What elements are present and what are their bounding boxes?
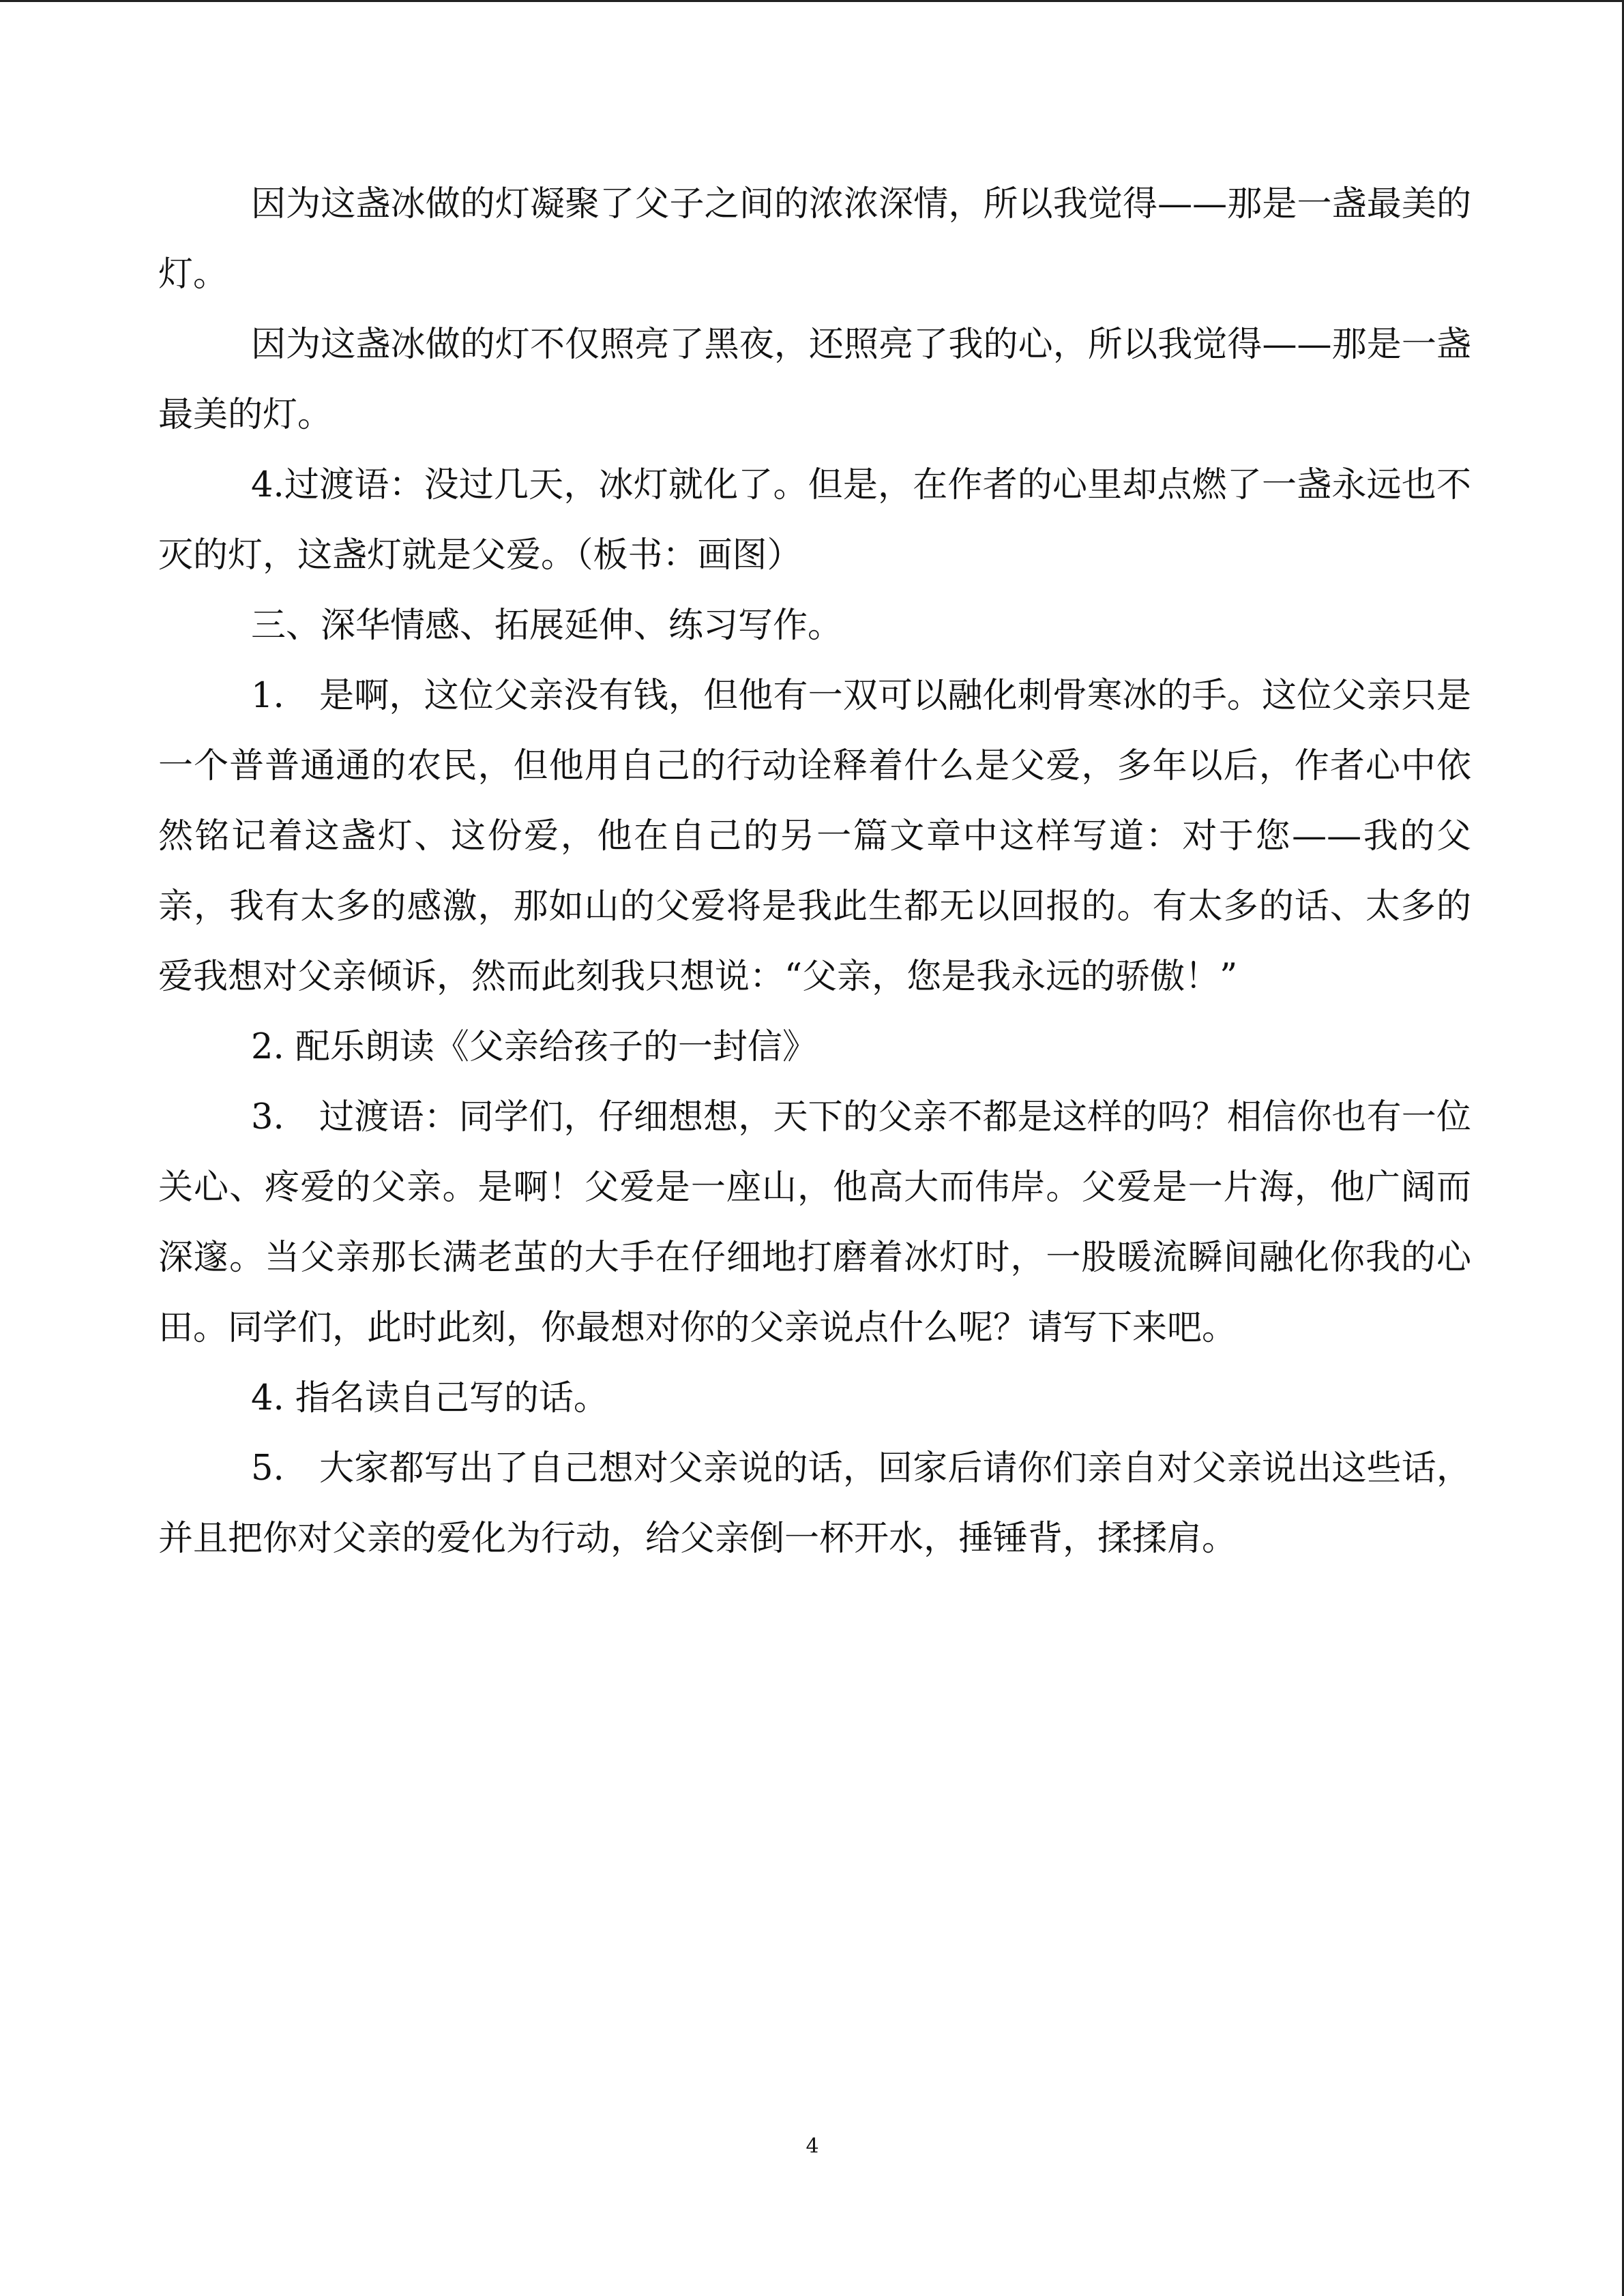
page-top-border [0,0,1624,2]
paragraph-item-1: 1. 是啊，这位父亲没有钱，但他有一双可以融化刺骨寒冰的手。这位父亲只是一个普普通通的农民，但他用自己的行动诠释着什么是父爱，多年以后，作者心中依然铭记着这盏灯、这份爱，他在自己的另一篇文章中这样写道：对于您——我的父亲，我有太多的感激，那如山的父爱将是我此生都无以回报的。有太多的话、太多的爱我想对父亲倾诉，然而此刻我只想说：“父亲，您是我永远的骄傲！” [158,676,1471,997]
paragraph-item-3: 3. 过渡语：同学们，仔细想想，天下的父亲不都是这样的吗？相信你也有一位关心、疼爱的父亲。是啊！父爱是一座山，他高大而伟岸。父爱是一片海，他广阔而深邃。当父亲那长满老茧的大手在仔细地打磨着冰灯时，一股暖流瞬间融化你我的心田。同学们，此时此刻，你最想对你的父亲说点什么呢？请写下来吧。 [158,1097,1471,1348]
paragraph-item-2: 2. 配乐朗读《父亲给孩子的一封信》 [251,1027,817,1067]
paragraph-transition-4: 4.过渡语：没过几天，冰灯就化了。但是，在作者的心里却点燃了一盏永远也不灭的灯，这盏灯就是父爱。（板书：画图） [158,465,1471,576]
paragraph-most-beautiful-lamp-2: 因为这盏冰做的灯不仅照亮了黑夜，还照亮了我的心，所以我觉得——那是一盏最美的灯。 [158,325,1471,435]
page-number: 4 [806,2134,819,2158]
paragraph-item-4: 4. 指名读自己写的话。 [251,1378,608,1418]
paragraph-most-beautiful-lamp-1: 因为这盏冰做的灯凝聚了父子之间的浓浓深情，所以我觉得——那是一盏最美的灯。 [158,184,1471,295]
document-body [158,169,1471,1574]
section-heading-three: 三、深华情感、拓展延伸、练习写作。 [251,606,843,646]
paragraph-item-5: 5. 大家都写出了自己想对父亲说的话，回家后请你们亲自对父亲说出这些话，并且把你对父亲的爱化为行动，给父亲倒一杯开水，捶锤背，揉揉肩。 [158,1448,1471,1559]
